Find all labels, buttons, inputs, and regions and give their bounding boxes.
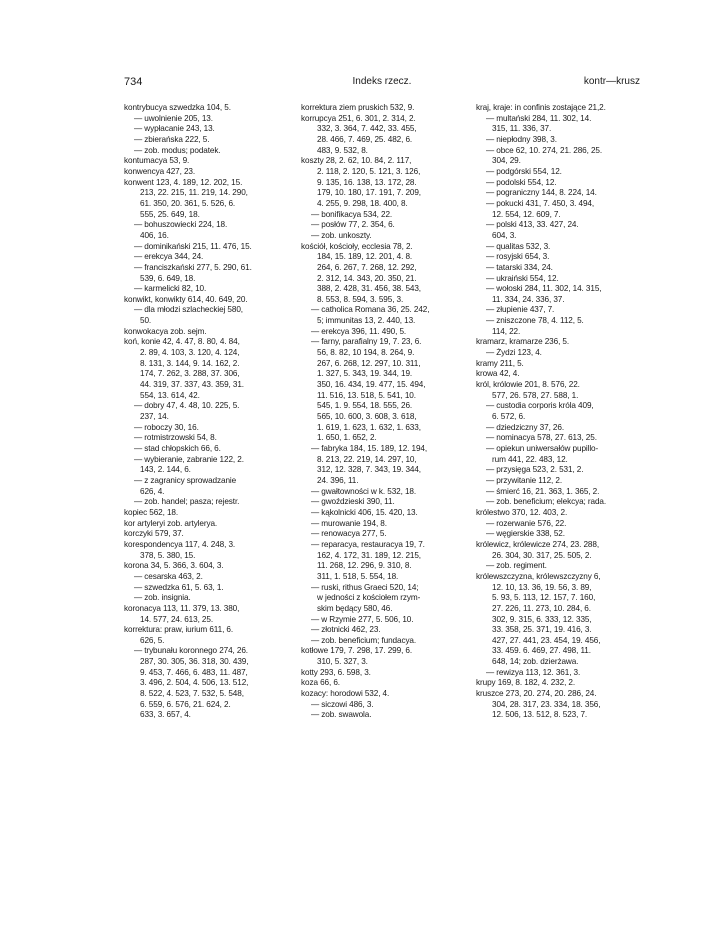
index-subentry: — wypłacanie 243, 13. [134, 124, 215, 134]
index-entry: korrektura ziem pruskich 532, 9. [301, 103, 415, 112]
index-subentry: — fabryka 184, 15. 189, 12. 194, [311, 444, 428, 453]
index-continuation: 12. 554, 12. 609, 7. [492, 209, 561, 219]
index-entry: królewicz, królewicze 274, 23. 288, [476, 539, 600, 549]
index-entry: kościół, kościoły, ecclesia 78, 2. [301, 241, 413, 251]
index-entry: kontumacya 53, 9. [124, 156, 190, 166]
index-subentry: — szwedzka 61, 5. 63, 1. [134, 582, 224, 592]
index-continuation: 604, 3. [492, 230, 517, 240]
index-continuation: 26. 304, 30. 317, 25. 505, 2. [492, 550, 592, 560]
index-subentry: — dominikański 215, 11. 476, 15. [134, 241, 252, 251]
index-subentry: — zniszczone 78, 4. 112, 5. [486, 316, 584, 326]
index-entry: koń, konie 42, 4. 47, 8. 80, 4. 84, [124, 337, 240, 347]
index-entry: kraj, kraje: in confinis zostające 21,2. [476, 103, 606, 112]
index-subentry: — zob. beneficium; elekcya; rada. [486, 497, 607, 507]
index-continuation: 332, 3. 364, 7. 442, 33. 455, [317, 124, 417, 134]
index-continuation: 50. [140, 316, 152, 326]
index-continuation: 11. 334, 24. 336, 37. [492, 294, 565, 304]
index-subentry: — karmelicki 82, 10. [134, 284, 207, 294]
index-subentry: — złupienie 437, 7. [486, 305, 555, 315]
index-continuation: 554, 13. 614, 42. [140, 390, 200, 400]
index-subentry: — uwolnienie 205, 13. [134, 113, 213, 123]
index-continuation: 12. 506, 13. 512, 8. 523, 7. [492, 710, 588, 720]
index-continuation: 311, 1. 518, 5. 554, 18. [317, 571, 399, 581]
index-entry: kotłowe 179, 7. 298, 17. 299, 6. [301, 646, 413, 656]
index-continuation: 114, 22. [492, 326, 521, 336]
index-continuation: 633, 3. 657, 4. [140, 710, 191, 720]
entry-range: kontr—krusz [583, 76, 640, 87]
index-continuation: 1. 327, 5. 343, 19. 344, 19. [317, 369, 413, 379]
index-continuation: 3. 496, 2. 504, 4. 506, 13. 512, [140, 678, 249, 688]
index-continuation: 8. 213, 22. 219, 14. 297, 10, [317, 454, 417, 464]
index-subentry: — zob. unkoszty. [311, 230, 372, 240]
index-subentry: — obce 62, 10. 274, 21. 286, 25. [486, 145, 603, 155]
index-entry: koza 66, 6. [301, 678, 340, 688]
index-continuation: w jedności z kościołem rzym- [317, 593, 421, 603]
index-continuation: 184, 15. 189, 12. 201, 4. 8. [317, 252, 413, 262]
index-subentry: — zob. insignia. [134, 593, 191, 603]
index-continuation: 4. 255, 9. 298, 18. 400, 8. [317, 198, 408, 208]
index-subentry: — przysięga 523, 2. 531, 2. [486, 465, 584, 475]
index-entry: król, królowie 201, 8. 576, 22. [476, 380, 580, 390]
index-subentry: — niepłodny 398, 3. [486, 134, 557, 144]
index-subentry: — zob. beneficium; fundacya. [311, 635, 417, 645]
index-entry: kopiec 562, 18. [124, 507, 179, 517]
index-entry: kruszce 273, 20. 274, 20. 286, 24. [476, 689, 597, 699]
index-entry: królewszczyzna, królewszczyzny 6, [476, 571, 601, 581]
index-entry: krupy 169, 8. 182, 4. 232, 2. [476, 678, 576, 688]
index-continuation: 577, 26. 578, 27. 588, 1. [492, 390, 579, 400]
index-continuation: 267, 6. 268, 12. 297, 10. 311, [317, 358, 421, 368]
index-subentry: — dobry 47, 4. 48, 10. 225, 5. [134, 401, 240, 411]
index-entry: konwokacya zob. sejm. [124, 326, 207, 336]
index-entry: korczyki 579, 37. [124, 529, 184, 539]
index-entry: kotty 293, 6. 598, 3. [301, 667, 371, 677]
index-continuation: 24. 396, 11. [317, 475, 359, 485]
index-continuation: 555, 25. 649, 18. [140, 209, 200, 219]
index-subentry: — gwoździeski 390, 11. [311, 497, 395, 507]
index-subentry: — zob. handel; pasza; rejestr. [134, 497, 240, 507]
index-continuation: 11. 268, 12. 296, 9. 310, 8. [317, 561, 412, 571]
index-continuation: skim będący 580, 46. [317, 603, 393, 613]
index-continuation: 14. 577, 24. 613, 25. [140, 614, 214, 624]
page-title: Indeks rzecz. [352, 76, 412, 87]
index-subentry: — ukraiński 554, 12. [486, 273, 559, 283]
index-subentry: — dla młodzi szlacheckiej 580, [134, 305, 243, 315]
index-entry: konwikt, konwikty 614, 40. 649, 20. [124, 294, 248, 304]
index-subentry: — erekcya 396, 11. 490, 5. [311, 326, 407, 336]
index-subentry: — z zagranicy sprowadzanie [134, 475, 237, 485]
index-subentry: — catholica Romana 36, 25. 242, [311, 305, 430, 315]
index-entry: krowa 42, 4. [476, 369, 520, 379]
index-continuation: 61. 350, 20. 361, 5. 526, 6. [140, 198, 236, 208]
index-subentry: — złotnicki 462, 23. [311, 625, 381, 635]
index-subentry: — węgierskie 338, 52. [486, 529, 565, 539]
index-subentry: — bonifikacya 534, 22. [311, 209, 393, 219]
index-entry: kor artyleryi zob. artylerya. [124, 518, 218, 528]
index-continuation: 2. 312, 14. 343, 20. 350, 21. [317, 273, 417, 283]
index-continuation: 6. 559, 6. 576, 21. 624, 2. [140, 699, 231, 709]
index-continuation: 12. 10, 13. 36, 19. 56, 3. 89, [492, 582, 592, 592]
index-entry: koszty 28, 2. 62, 10. 84, 2. 117, [301, 156, 412, 166]
index-column-left [124, 103, 293, 721]
index-continuation: 304, 28. 317, 23. 334, 18. 356, [492, 699, 601, 709]
index-entry: kozacy: horodowi 532, 4. [301, 689, 390, 699]
index-subentry: — murowanie 194, 8. [311, 518, 387, 528]
index-continuation: 8. 553, 8. 594, 3. 595, 3. [317, 294, 404, 304]
index-subentry: — podgórski 554, 12. [486, 166, 562, 176]
index-continuation: 8. 522, 4. 523, 7. 532, 5. 548, [140, 689, 244, 699]
index-continuation: 626, 5. [140, 635, 165, 645]
index-continuation: 350, 16. 434, 19. 477, 15. 494, [317, 380, 426, 390]
index-subentry: — zob. swawola. [311, 710, 372, 720]
index-continuation: 8. 131, 3. 144, 9. 14. 162, 2. [140, 358, 240, 368]
index-subentry: — zbierańska 222, 5. [134, 134, 210, 144]
index-subentry: — franciszkański 277, 5. 290, 61. [134, 262, 252, 272]
index-entry: kontrybucya szwedzka 104, 5. [124, 103, 231, 112]
index-entry: korona 34, 5. 366, 3. 604, 3. [124, 561, 224, 571]
index-continuation: 315, 11. 336, 37. [492, 124, 552, 134]
index-subentry: — zob. modus; podatek. [134, 145, 221, 155]
index-continuation: 33. 358, 25. 371, 19. 416, 3. [492, 625, 592, 635]
index-continuation: 213, 22. 215, 11. 219, 14. 290, [140, 188, 248, 198]
index-subentry: — rosyjski 654, 3. [486, 252, 550, 262]
page-number: 734 [124, 76, 143, 88]
index-subentry: — farny, parafialny 19, 7. 23, 6. [311, 337, 422, 347]
index-continuation: 310, 5. 327, 3. [317, 657, 368, 667]
index-subentry: — kąkolnicki 406, 15. 420, 13. [311, 507, 418, 517]
index-subentry: — bohuszowiecki 224, 18. [134, 220, 228, 230]
index-continuation: 483, 9. 532, 8. [317, 145, 368, 155]
index-continuation: 264, 6. 267, 7. 268, 12. 292, [317, 262, 417, 272]
index-continuation: 9. 135, 16. 138, 13. 172, 28. [317, 177, 417, 187]
index-continuation: 179, 10. 180, 17. 191, 7. 209, [317, 188, 421, 198]
index-continuation: 33. 459. 6. 469, 27. 498, 11. [492, 646, 591, 656]
index-subentry: — rozerwanie 576, 22. [486, 518, 567, 528]
index-continuation: 5. 93, 5. 113, 12. 157, 7. 160, [492, 593, 596, 603]
index-continuation: 27. 226, 11. 273, 10. 284, 6. [492, 603, 591, 613]
index-continuation: 11. 516, 13. 518, 5. 541, 10. [317, 390, 416, 400]
index-subentry: — podolski 554, 12. [486, 177, 557, 187]
index-column-middle [301, 103, 470, 721]
index-entry: korrupcya 251, 6. 301, 2. 314, 2. [301, 113, 416, 123]
index-continuation: 5; immunitas 13, 2. 440, 13. [317, 316, 416, 326]
index-continuation: 6. 572, 6. [492, 412, 526, 422]
index-subentry: — śmierć 16, 21. 363, 1. 365, 2. [486, 486, 600, 496]
index-subentry: — cesarska 463, 2. [134, 571, 203, 581]
index-continuation: 287, 30. 305, 36. 318, 30. 439, [140, 657, 249, 667]
index-subentry: — gwałtowności w k. 532, 18. [311, 486, 417, 496]
index-subentry: — tatarski 334, 24. [486, 262, 553, 272]
index-continuation: 304, 29. [492, 156, 521, 166]
index-continuation: 174, 7. 262, 3. 288, 37. 306, [140, 369, 240, 379]
index-subentry: — rotmistrzowski 54, 8. [134, 433, 217, 443]
index-subentry: — polski 413, 33. 427, 24. [486, 220, 579, 230]
index-subentry: — posłów 77, 2. 354, 6. [311, 220, 395, 230]
index-continuation: 312, 12. 328, 7. 343, 19. 344, [317, 465, 421, 475]
index-subentry: — pograniczny 144, 8. 224, 14. [486, 188, 597, 198]
index-continuation: 388, 2. 428, 31. 456, 38. 543, [317, 284, 421, 294]
index-entry: korespondencya 117, 4. 248, 3. [124, 539, 236, 549]
index-continuation: 378, 5. 380, 15. [140, 550, 196, 560]
index-continuation: 302, 9. 315, 6. 333, 12. 335, [492, 614, 592, 624]
index-entry: korrektura: praw, iurium 611, 6. [124, 625, 234, 635]
index-entry: konwencya 427, 23. [124, 166, 196, 176]
index-continuation: 427, 27. 441, 23. 454, 19. 456, [492, 635, 601, 645]
index-subentry: — pokucki 431, 7. 450, 3. 494, [486, 198, 595, 208]
index-continuation: 2. 118, 2. 120, 5. 121, 3. 126, [317, 166, 421, 176]
index-continuation: 1. 619, 1. 623, 1. 632, 1. 633, [317, 422, 421, 432]
index-continuation: 626, 4. [140, 486, 165, 496]
index-subentry: — ruski, rithus Graeci 520, 14; [311, 582, 419, 592]
index-subentry: — multański 284, 11. 302, 14. [486, 113, 592, 123]
index-subentry: — przywitanie 112, 2. [486, 475, 563, 485]
running-header [124, 76, 640, 90]
index-subentry: — wołoski 284, 11. 302, 14. 315, [486, 284, 602, 294]
index-subentry: — opiekun uniwersałów pupillo- [486, 444, 599, 453]
index-continuation: 28. 466, 7. 469, 25. 482, 6. [317, 134, 413, 144]
index-subentry: — w Rzymie 277, 5. 506, 10. [311, 614, 414, 624]
index-continuation: 2. 89, 4. 103, 3. 120, 4. 124, [140, 348, 240, 358]
index-subentry: — custodia corporis króla 409, [486, 401, 594, 411]
index-subentry: — nominacya 578, 27. 613, 25. [486, 433, 597, 443]
index-entry: królestwo 370, 12. 403, 2. [476, 507, 568, 517]
index-continuation: 9. 453, 7. 466, 6. 483, 11. 487, [140, 667, 248, 677]
index-entry: kramy 211, 5. [476, 358, 524, 368]
index-continuation: 1. 650, 1. 652, 2. [317, 433, 377, 443]
index-entry: koronacya 113, 11. 379, 13. 380, [124, 603, 240, 613]
index-column-right [476, 103, 645, 721]
index-continuation: 545, 1. 9. 554, 18. 555, 26. [317, 401, 413, 411]
index-subentry: — trybunału koronnego 274, 26. [134, 646, 248, 656]
index-continuation: 143, 2. 144, 6. [140, 465, 191, 475]
index-continuation: 648, 14; zob. dzierżawa. [492, 657, 579, 667]
index-continuation: 565, 10. 600, 3. 608, 3. 618, [317, 412, 417, 422]
index-continuation: 237, 14. [140, 412, 169, 422]
index-subentry: — siczowi 486, 3. [311, 699, 374, 709]
index-entry: konwent 123, 4. 189, 12. 202, 15. [124, 177, 243, 187]
index-subentry: — renowacya 277, 5. [311, 529, 387, 539]
index-subentry: — roboczy 30, 16. [134, 422, 199, 432]
index-subentry: — stad chłopskich 66, 6. [134, 444, 221, 453]
index-continuation: 56, 8. 82, 10 194, 8. 264, 9. [317, 348, 415, 358]
index-subentry: — rewizya 113, 12. 361, 3. [486, 667, 581, 677]
index-subentry: — zob. regiment. [486, 561, 547, 571]
index-continuation: 162, 4. 172, 31. 189, 12. 215, [317, 550, 421, 560]
index-continuation: 539, 6. 649, 18. [140, 273, 196, 283]
index-continuation: 44. 319, 37. 337, 43. 359, 31. [140, 380, 244, 390]
index-subentry: — Żydzi 123, 4. [486, 348, 542, 358]
index-subentry: — erekcya 344, 24. [134, 252, 204, 262]
index-continuation: rum 441, 22. 483, 12. [492, 454, 568, 464]
index-subentry: — dziedziczny 37, 26. [486, 422, 564, 432]
index-continuation: 406, 16. [140, 230, 169, 240]
index-subentry: — qualitas 532, 3. [486, 241, 551, 251]
index-subentry: — wybieranie, zabranie 122, 2. [134, 454, 244, 464]
index-entry: kramarz, kramarze 236, 5. [476, 337, 570, 347]
index-subentry: — reparacya, restauracya 19, 7. [311, 539, 425, 549]
